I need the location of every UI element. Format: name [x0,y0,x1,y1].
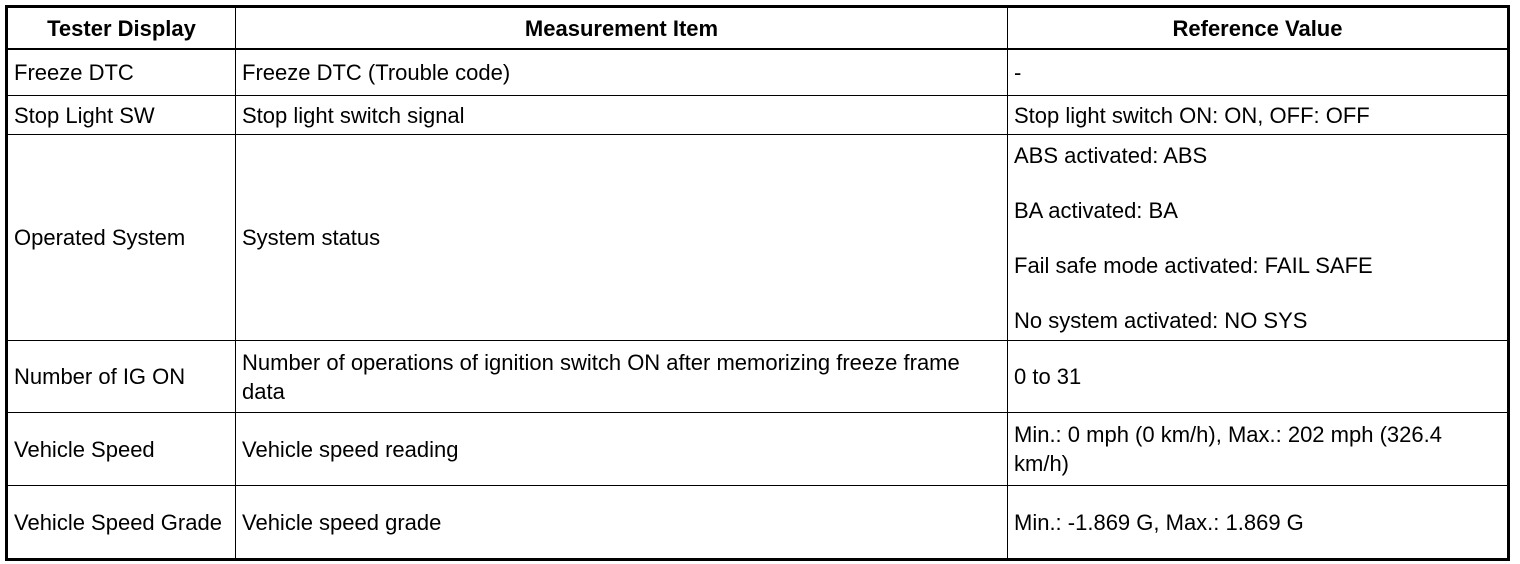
reference-value-cell [1008,96,1509,135]
header-row [7,7,1509,50]
table-body [7,49,1509,560]
table-header [7,7,1509,50]
reference-value-line: 0 to 31 [1014,364,1082,389]
reference-value-line: - [1014,60,1022,85]
measurement-item-cell: Number of operations of ignition switch ON after memorizing freeze frame data [236,341,1008,413]
tester-display-cell: Operated System [7,135,236,341]
reference-value-line: No system activated: NO SYS [1014,307,1308,333]
table-row [7,413,1509,486]
header-tester-display: Tester Display [7,7,236,50]
reference-value-line: ABS activated: ABS [1014,142,1208,168]
measurement-item-cell: Vehicle speed grade [236,486,1008,560]
reference-value-line: BA activated: BA [1014,197,1178,223]
tester-display-cell: Freeze DTC [7,49,236,96]
reference-value-cell [1008,413,1509,486]
measurement-item-cell: System status [236,135,1008,341]
reference-value-cell [1008,341,1509,413]
table-row [7,486,1509,560]
reference-value-line: Fail safe mode activated: FAIL SAFE [1014,252,1373,278]
table-row [7,49,1509,96]
table-row [7,341,1509,413]
reference-value-cell [1008,135,1509,341]
header-measurement-item: Measurement Item [236,7,1008,50]
measurement-item-cell: Freeze DTC (Trouble code) [236,49,1008,96]
table-row [7,135,1509,341]
measurement-item-cell: Vehicle speed reading [236,413,1008,486]
reference-value-cell [1008,49,1509,96]
reference-value-cell [1008,486,1509,560]
tester-display-cell: Number of IG ON [7,341,236,413]
tester-display-cell: Stop Light SW [7,96,236,135]
reference-value-line: Stop light switch ON: ON, OFF: OFF [1014,102,1370,128]
tester-display-cell: Vehicle Speed [7,413,236,486]
measurement-item-cell: Stop light switch signal [236,96,1008,135]
tester-display-cell: Vehicle Speed Grade [7,486,236,560]
table-row [7,96,1509,135]
reference-value-line: Min.: 0 mph (0 km/h), Max.: 202 mph (326.4 km/h) [1014,422,1442,476]
reference-value-line: Min.: -1.869 G, Max.: 1.869 G [1014,509,1304,535]
header-reference-value: Reference Value [1008,7,1509,50]
data-list-table [5,5,1510,561]
